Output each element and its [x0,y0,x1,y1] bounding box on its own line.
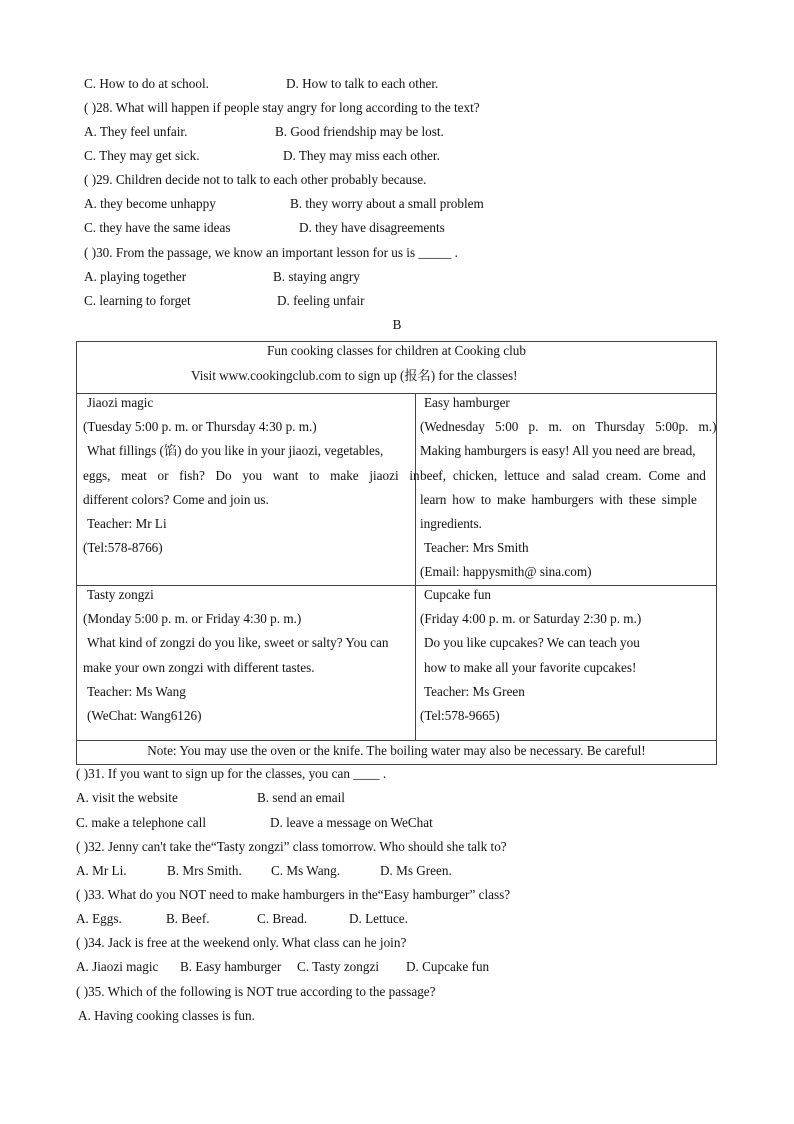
q34-option-b: B. Easy hamburger [180,959,282,974]
row-divider [77,740,716,741]
class-title: Jiaozi magic [87,395,154,410]
q30-option-d: D. feeling unfair [277,293,365,308]
q29-option-b: B. they worry about a small problem [290,196,484,211]
q31-stem: ( )31. If you want to sign up for the classes, you can ____ . [76,766,387,781]
class-description: learn how to make hamburgers with these simple [420,491,697,507]
q33-option-a: A. Eggs. [76,911,122,926]
q32-stem: ( )32. Jenny can't take the“Tasty zongzi” class tomorrow. Who should she talk to? [76,839,507,854]
class-teacher: Teacher: Mr Li [87,516,167,532]
class-description: What fillings (馅) do you like in your jiaozi, vegetables, [87,443,384,459]
q28-option-b: B. Good friendship may be lost. [275,124,444,139]
class-description: how to make all your favorite cupcakes! [424,659,637,675]
class-title: Tasty zongzi [87,587,154,602]
q35-option-a: A. Having cooking classes is fun. [78,1008,255,1023]
q34-stem: ( )34. Jack is free at the weekend only. What class can he join? [76,935,407,950]
class-description: different colors? Come and join us. [83,491,269,507]
q32-option-b: B. Mrs Smith. [167,863,242,878]
q30-stem: ( )30. From the passage, we know an important lesson for us is _____ . [84,245,458,260]
q32-option-d: D. Ms Green. [380,863,452,878]
class-time: (Tuesday 5:00 p. m. or Thursday 4:30 p. m.) [83,419,317,435]
class-time: (Monday 5:00 p. m. or Friday 4:30 p. m.) [83,611,302,627]
class-contact: (Tel:578-8766) [83,540,163,556]
class-teacher: Teacher: Ms Wang [87,683,186,699]
class-contact: (Email: happysmith@ sina.com) [420,564,592,580]
q34-option-c: C. Tasty zongzi [297,959,379,974]
class-title: Cupcake fun [424,587,492,602]
class-description: make your own zongzi with different tastes. [83,659,315,675]
q30-option-b: B. staying angry [273,269,360,284]
q29-option-c: C. they have the same ideas [84,220,231,235]
class-description: ingredients. [420,516,482,532]
q31-option-c: C. make a telephone call [76,815,206,830]
q33-option-d: D. Lettuce. [349,911,408,926]
class-tasty-zongzi [83,583,411,728]
q33-option-c: C. Bread. [257,911,308,926]
class-time: (Wednesday 5:00 p. m. on Thursday 5:00p. m.) [420,419,717,435]
class-contact: (Tel:578-9665) [420,708,500,724]
q32-option-a: A. Mr Li. [76,863,127,878]
q30-option-c: C. learning to forget [84,293,191,308]
table-header-title: Fun cooking classes for children at Cooking club [267,343,526,358]
q27-option-d: D. How to talk to each other. [286,76,439,91]
class-description: Making hamburgers is easy! All you need are bread, [420,443,696,459]
q28-stem: ( )28. What will happen if people stay angry for long according to the text? [84,100,480,115]
q28-option-d: D. They may miss each other. [283,148,440,163]
q28-option-a: A. They feel unfair. [84,124,188,139]
cooking-classes-table [76,341,717,765]
q27-option-c: C. How to do at school. [84,76,209,91]
q33-stem: ( )33. What do you NOT need to make hamburgers in the“Easy hamburger” class? [76,887,511,902]
q34-option-d: D. Cupcake fun [406,959,490,974]
class-title: Easy hamburger [424,395,510,410]
q33-option-b: B. Beef. [166,911,210,926]
table-header-signup: Visit www.cookingclub.com to sign up (报名) for the classes! [191,368,518,383]
q31-option-a: A. visit the website [76,790,178,805]
q29-option-a: A. they become unhappy [84,196,216,211]
class-description: Do you like cupcakes? We can teach you [424,635,640,651]
class-time: (Friday 4:00 p. m. or Saturday 2:30 p. m.) [420,611,642,627]
q31-option-b: B. send an email [257,790,345,805]
class-easy-hamburger [420,391,717,585]
class-contact: (WeChat: Wang6126) [87,708,202,724]
q34-option-a: A. Jiaozi magic [76,959,159,974]
q31-option-d: D. leave a message on WeChat [270,815,433,830]
column-divider [415,394,416,741]
class-teacher: Teacher: Mrs Smith [424,540,529,556]
class-description: eggs, meat or fish? Do you want to make jiaozi in [83,467,420,483]
q30-option-a: A. playing together [84,269,187,284]
class-cupcake-fun [420,583,717,728]
class-description: beef, chicken, lettuce and salad cream. Come and [420,467,706,483]
q35-stem: ( )35. Which of the following is NOT true according to the passage? [76,984,436,999]
class-teacher: Teacher: Ms Green [424,683,525,699]
section-label: B [392,317,402,332]
q29-stem: ( )29. Children decide not to talk to each other probably because. [84,172,427,187]
class-description: What kind of zongzi do you like, sweet or salty? You can [87,635,389,651]
q29-option-d: D. they have disagreements [299,220,445,235]
q28-option-c: C. They may get sick. [84,148,200,163]
q32-option-c: C. Ms Wang. [271,863,341,878]
table-note: Note: You may use the oven or the knife. The boiling water may also be necessary. Be careful! [147,743,646,758]
class-jiaozi-magic [83,391,420,560]
